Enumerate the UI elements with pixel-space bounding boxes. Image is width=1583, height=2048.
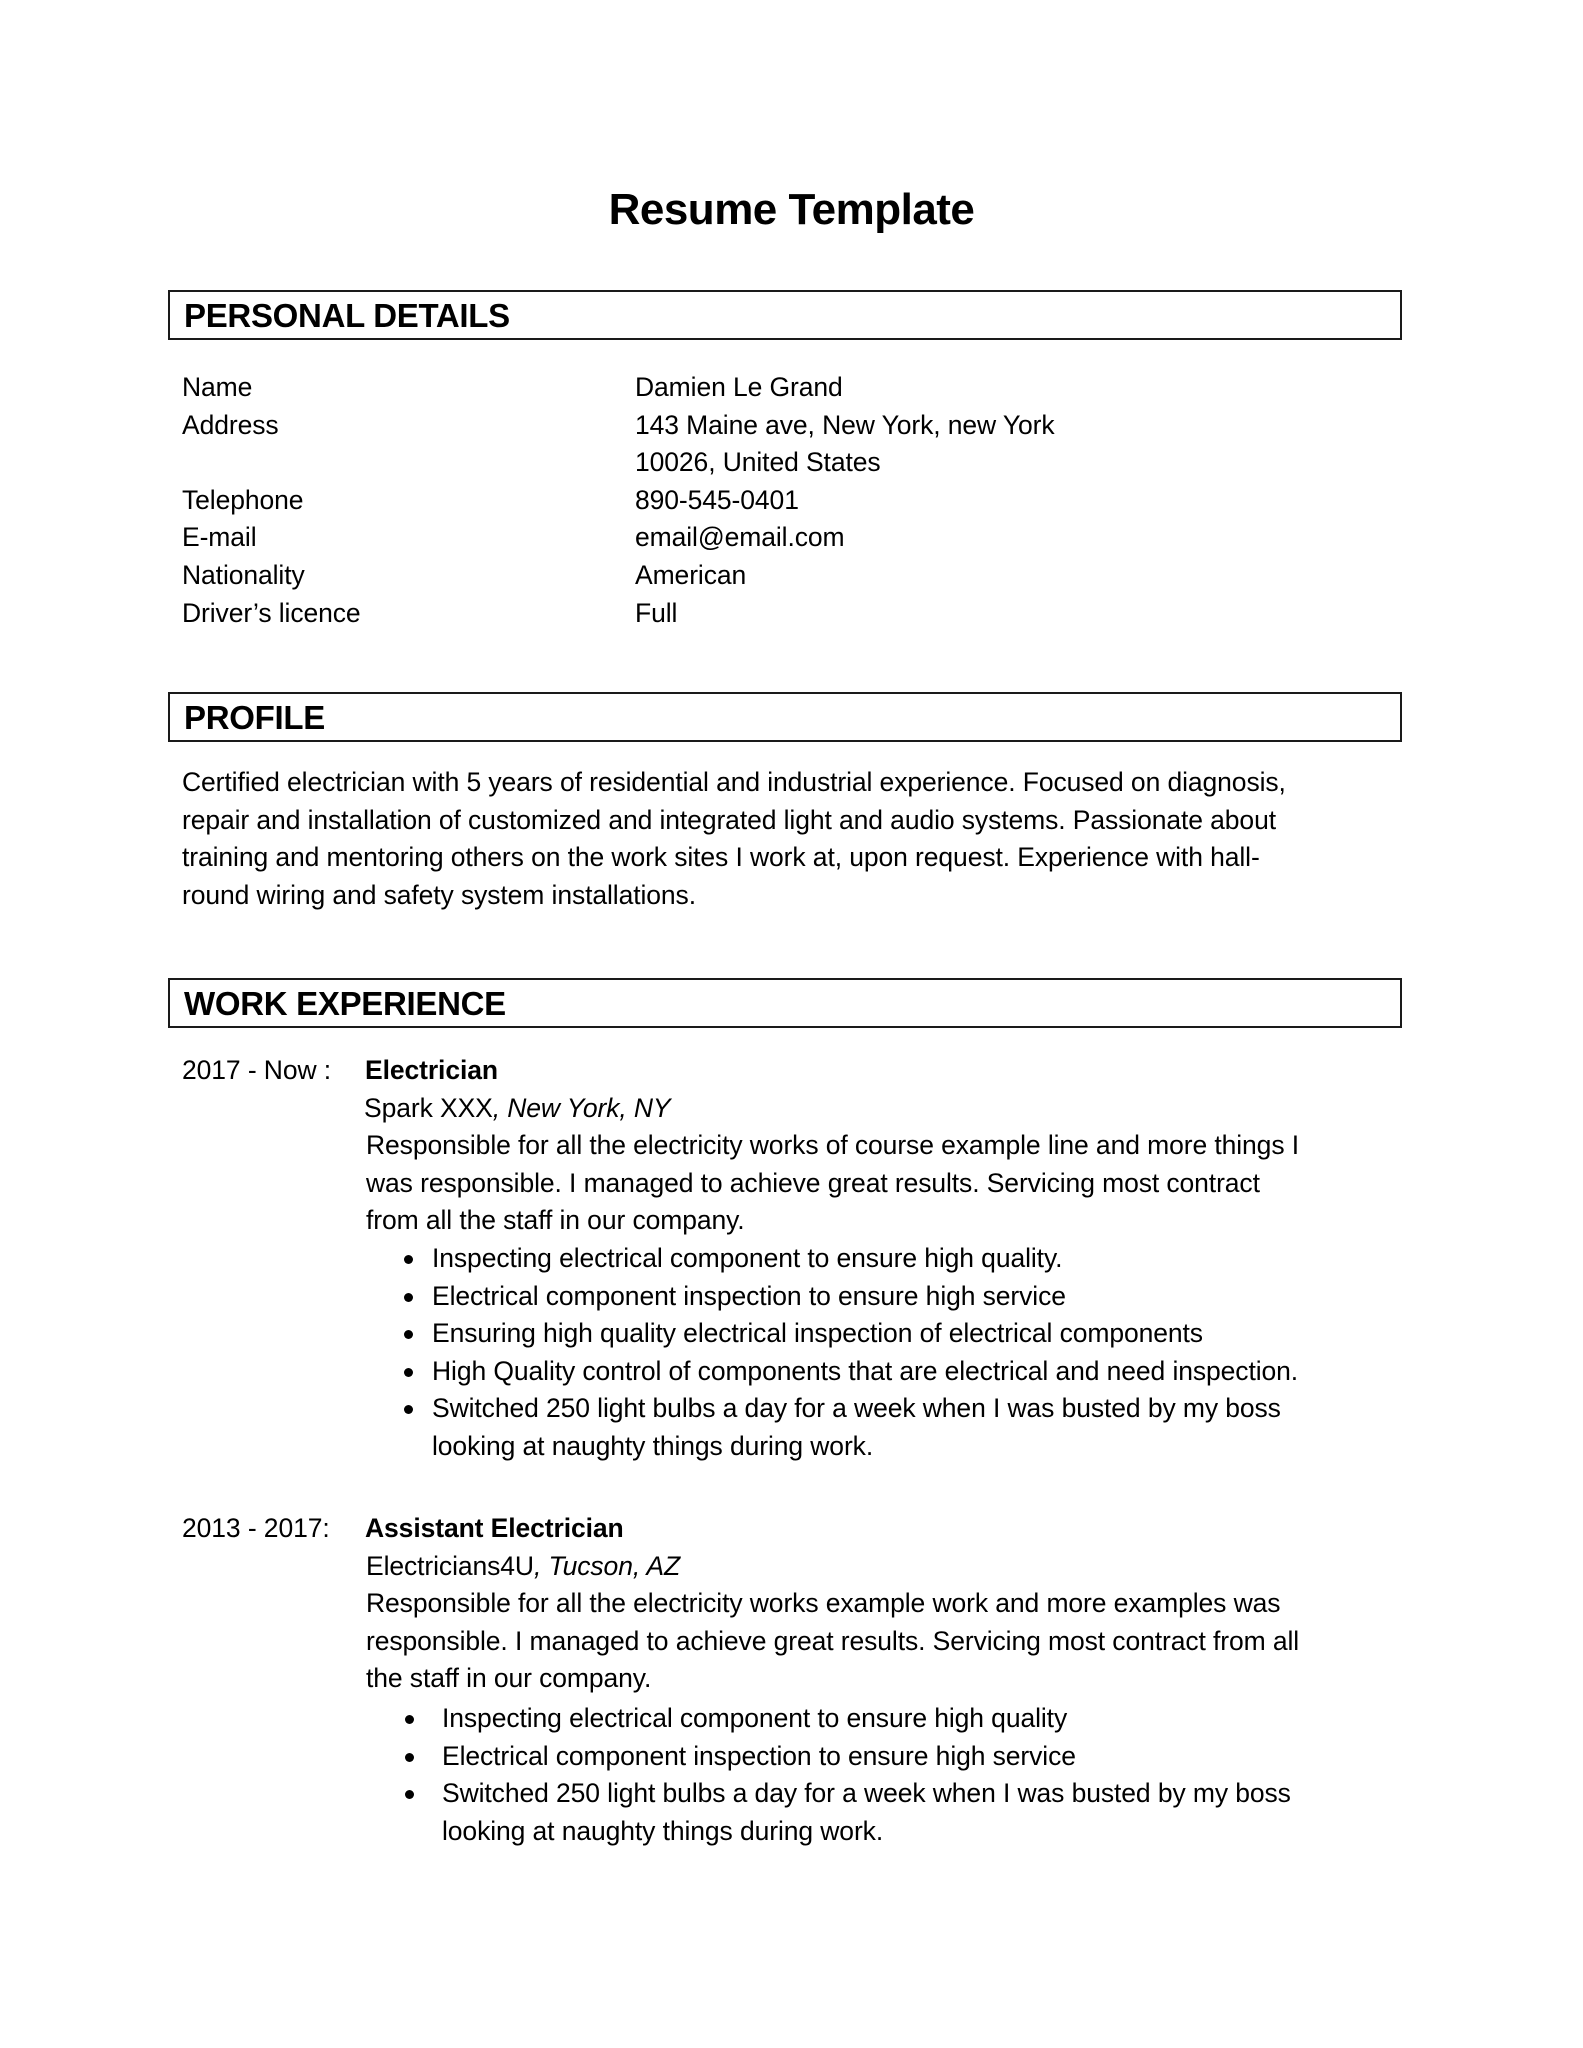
- bullet-icon: [405, 1790, 414, 1799]
- section-title: PROFILE: [184, 699, 325, 736]
- profile-line: repair and installation of customized and integrated light and audio systems. Passionate about: [182, 804, 1276, 835]
- bullet-text: [432, 1240, 1298, 1278]
- bullet-line: Ensuring high quality electrical inspection of electrical components: [432, 1318, 1203, 1349]
- bullet-item: [182, 1278, 1298, 1316]
- bullet-item: [182, 1353, 1298, 1391]
- bullet-icon: [404, 1330, 413, 1339]
- job-bullet-list: [182, 1700, 1291, 1850]
- bullet-item: [182, 1775, 1291, 1850]
- bullet-icon: [405, 1715, 414, 1724]
- bullet-text: [432, 1390, 1298, 1465]
- job-description: [366, 1127, 1299, 1240]
- description-line: Responsible for all the electricity works example work and more examples was: [366, 1588, 1281, 1619]
- profile-paragraph: [182, 764, 1382, 914]
- detail-label: Telephone: [182, 484, 304, 515]
- description-line: responsible. I managed to achieve great results. Servicing most contract from all: [366, 1625, 1300, 1656]
- description-line: was responsible. I managed to achieve great results. Servicing most contract: [366, 1167, 1260, 1198]
- job-company: [366, 1548, 680, 1586]
- bullet-text: [432, 1353, 1298, 1391]
- bullet-text: [432, 1315, 1298, 1353]
- detail-value: 10026, United States: [635, 447, 881, 478]
- company-name: Electricians4U: [366, 1550, 534, 1581]
- detail-value: 143 Maine ave, New York, new York: [635, 409, 1055, 440]
- bullet-line: looking at naughty things during work.: [442, 1815, 884, 1846]
- bullet-line: Switched 250 light bulbs a day for a week when I was busted by my boss: [432, 1393, 1281, 1424]
- work-experience-header: [168, 978, 1402, 1028]
- detail-label: Address: [182, 409, 279, 440]
- profile-line: Certified electrician with 5 years of residential and industrial experience. Focused on diagnosis,: [182, 767, 1286, 797]
- bullet-line: looking at naughty things during work.: [432, 1430, 874, 1461]
- bullet-line: Inspecting electrical component to ensure high quality: [442, 1703, 1068, 1733]
- bullet-text: [442, 1738, 1291, 1776]
- bullet-icon: [404, 1405, 413, 1414]
- detail-label: Name: [182, 372, 253, 402]
- section-title: PERSONAL DETAILS: [184, 297, 510, 334]
- bullet-item: [182, 1240, 1298, 1278]
- detail-value: 890-545-0401: [635, 484, 799, 515]
- profile-line: training and mentoring others on the work sites I work at, upon request. Experience with hall-: [182, 842, 1260, 873]
- job-role: Assistant Electrician: [365, 1513, 624, 1543]
- profile-header: [168, 692, 1402, 742]
- profile-line: round wiring and safety system installations.: [182, 879, 696, 910]
- bullet-icon: [404, 1293, 413, 1302]
- description-line: Responsible for all the electricity works of course example line and more things I: [366, 1130, 1299, 1161]
- bullet-item: [182, 1738, 1291, 1776]
- job-description: [366, 1585, 1299, 1698]
- section-title: WORK EXPERIENCE: [184, 985, 506, 1022]
- personal-details-header: [168, 290, 1402, 340]
- detail-label: Nationality: [182, 560, 305, 590]
- bullet-text: [432, 1278, 1298, 1316]
- company-location: , Tucson, AZ: [533, 1550, 681, 1581]
- bullet-line: Switched 250 light bulbs a day for a week when I was busted by my boss: [442, 1778, 1291, 1809]
- bullet-text: [442, 1700, 1291, 1738]
- bullet-icon: [405, 1753, 414, 1762]
- description-line: from all the staff in our company.: [366, 1205, 745, 1236]
- job-bullet-list: [182, 1240, 1298, 1466]
- bullet-item: [182, 1390, 1298, 1465]
- bullet-icon: [404, 1368, 413, 1377]
- bullet-text: [442, 1775, 1291, 1850]
- company-name: Spark XXX: [364, 1092, 493, 1123]
- description-line: the staff in our company.: [366, 1663, 652, 1694]
- bullet-item: [182, 1700, 1291, 1738]
- bullet-line: Inspecting electrical component to ensure high quality.: [432, 1243, 1063, 1273]
- bullet-line: High Quality control of components that are electrical and need inspection.: [432, 1355, 1299, 1386]
- detail-value: American: [635, 560, 747, 590]
- detail-value: Full: [635, 597, 678, 628]
- detail-value: email@email.com: [635, 522, 845, 553]
- job-company: [364, 1090, 671, 1128]
- bullet-line: Electrical component inspection to ensure high service: [432, 1280, 1066, 1311]
- detail-value: Damien Le Grand: [635, 372, 843, 402]
- document-title: Resume Template: [608, 185, 975, 234]
- bullet-item: [182, 1315, 1298, 1353]
- company-location: , New York, NY: [492, 1092, 671, 1123]
- detail-label: E-mail: [182, 522, 257, 553]
- job-period: 2013 - 2017:: [182, 1513, 330, 1543]
- detail-label: Driver’s licence: [182, 597, 361, 628]
- bullet-line: Electrical component inspection to ensure high service: [442, 1740, 1076, 1771]
- job-role: Electrician: [365, 1055, 498, 1085]
- bullet-icon: [404, 1255, 413, 1264]
- job-period: 2017 - Now :: [182, 1055, 332, 1085]
